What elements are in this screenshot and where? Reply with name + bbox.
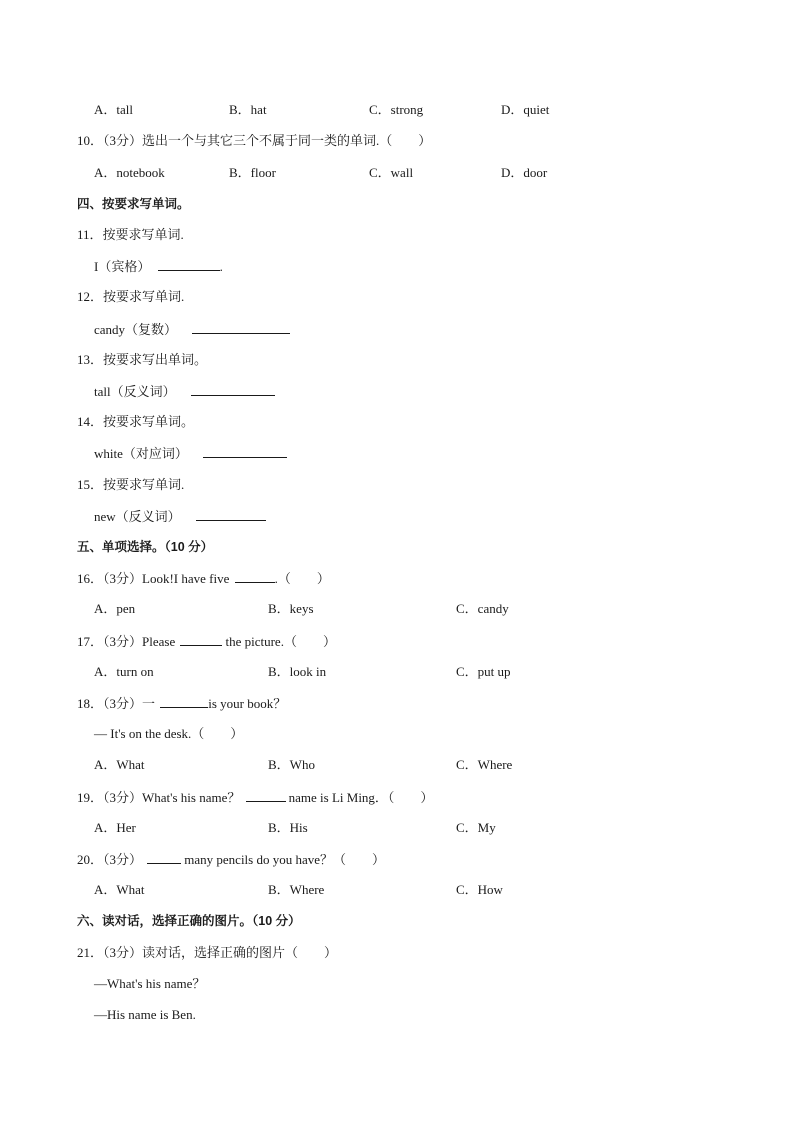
q18-option-a: A．What [94, 757, 145, 772]
q16-blank[interactable] [235, 570, 275, 583]
q20-stem-before: 20．（3分） [77, 852, 143, 867]
q19-option-c: C．My [456, 820, 496, 835]
section-5-heading: 五、单项选择。（10 分） [77, 540, 214, 554]
q21-dialog-line-1: —What's his name？ [94, 976, 206, 991]
q19-blank[interactable] [246, 789, 286, 802]
q11-prompt: I（宾格） [94, 259, 151, 274]
q19-option-b: B．His [268, 820, 308, 835]
q15-answer-blank[interactable] [196, 508, 266, 521]
q18-option-b: B．Who [268, 757, 315, 772]
q15-stem: 15．按要求写单词. [77, 477, 185, 492]
q9-option-a: A．tall [94, 102, 133, 117]
q17-option-b: B．look in [268, 664, 327, 679]
q11-answer-line [94, 258, 223, 275]
q11-stem: 11．按要求写单词. [77, 227, 184, 242]
q19-stem-after: name is Li Ming．（ ） [288, 790, 434, 805]
q16-stem-before: 16．（3分）Look!I have five [77, 571, 230, 586]
q13-prompt: tall（反义词） [94, 384, 176, 399]
q14-answer-line [94, 445, 287, 462]
q18-dialog-line: — It's on the desk.（ ） [94, 726, 244, 741]
section-4-heading: 四、按要求写单词。 [77, 197, 190, 211]
q16-stem-after: .（ ） [274, 571, 330, 586]
q12-prompt: candy（复数） [94, 322, 178, 337]
q20-option-b: B．Where [268, 882, 325, 897]
q18-option-c: C．Where [456, 757, 513, 772]
q11-period: . [219, 259, 223, 274]
q17-stem-before: 17．（3分）Please [77, 634, 176, 649]
q10-option-a: A．notebook [94, 165, 165, 180]
q13-answer-blank[interactable] [191, 383, 275, 396]
q16-option-a: A．pen [94, 601, 136, 616]
q12-answer-line [94, 321, 290, 338]
q10-stem: 10．（3分）选出一个与其它三个不属于同一类的单词.（ ） [77, 133, 432, 148]
q20-stem [77, 851, 385, 868]
q19-option-a: A．Her [94, 820, 136, 835]
q17-blank[interactable] [180, 633, 222, 646]
q19-stem [77, 789, 433, 806]
q20-option-a: A．What [94, 882, 145, 897]
q9-option-d: D．quiet [501, 102, 550, 117]
q16-option-b: B．keys [268, 601, 314, 616]
q19-stem-before: 19．（3分）What's his name？ [77, 790, 241, 805]
section-6-heading: 六、读对话，选择正确的图片。（10 分） [77, 914, 301, 928]
q20-blank[interactable] [147, 851, 181, 864]
q20-stem-after: many pencils do you have？（ ） [184, 852, 386, 867]
q20-option-c: C．How [456, 882, 503, 897]
q10-option-c: C．wall [369, 165, 414, 180]
q10-option-d: D．door [501, 165, 548, 180]
q21-stem: 21．（3分）读对话，选择正确的图片（ ） [77, 945, 338, 960]
q14-stem: 14．按要求写单词。 [77, 414, 195, 429]
q18-stem-before: 18．（3分）一 [77, 696, 156, 711]
q16-option-c: C．candy [456, 601, 509, 616]
q21-dialog-line-2: —His name is Ben. [94, 1007, 196, 1022]
q15-prompt: new（反义词） [94, 509, 181, 524]
q14-answer-blank[interactable] [203, 445, 287, 458]
q10-option-b: B．floor [229, 165, 276, 180]
q12-answer-blank[interactable] [192, 321, 290, 334]
q14-prompt: white（对应词） [94, 446, 188, 461]
q17-stem [77, 633, 336, 650]
q17-stem-after: the picture.（ ） [225, 634, 336, 649]
q17-option-c: C．put up [456, 664, 511, 679]
q11-answer-blank[interactable] [158, 258, 220, 271]
q13-stem: 13．按要求写出单词。 [77, 352, 208, 367]
q9-option-b: B．hat [229, 102, 267, 117]
q18-stem-after: is your book？ [208, 696, 287, 711]
q12-stem: 12．按要求写单词. [77, 289, 185, 304]
q9-option-c: C．strong [369, 102, 424, 117]
q13-answer-line [94, 383, 275, 400]
q15-answer-line [94, 508, 266, 525]
q17-option-a: A．turn on [94, 664, 154, 679]
q18-blank[interactable] [160, 695, 208, 708]
q18-stem [77, 695, 286, 712]
q16-stem [77, 570, 330, 587]
